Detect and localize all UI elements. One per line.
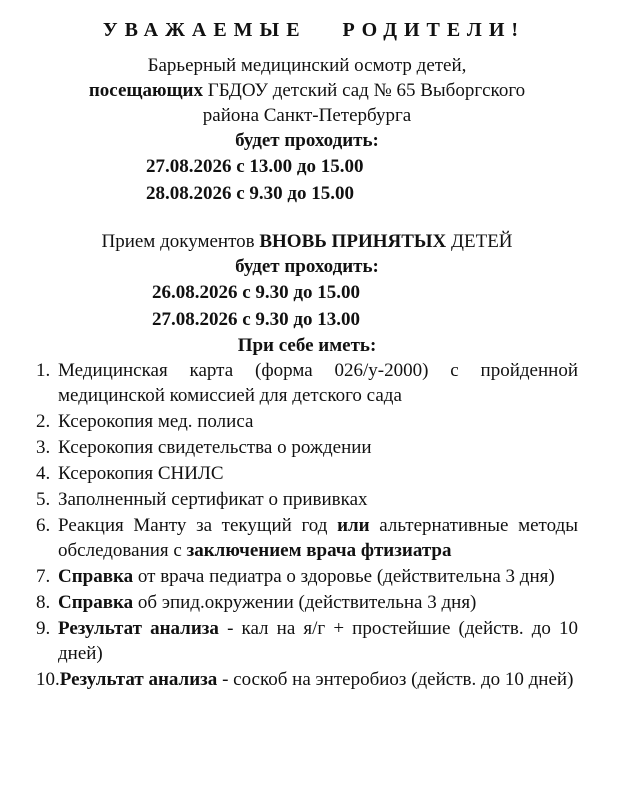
docs-date-1: 26.08.2026 с 9.30 до 15.00 (152, 282, 361, 303)
documents-list (36, 358, 578, 692)
list-item: 2. Ксерокопия мед. полиса (36, 411, 254, 432)
bring-heading: При себе иметь: (237, 335, 377, 356)
docs-will-be: будет проходить: (235, 256, 379, 277)
exam-date-2: 28.08.2026 с 9.30 до 15.00 (146, 183, 355, 204)
list-item: 9. Результат анализа - кал на я/г + простейшие (действ. до 10 дней) (36, 618, 578, 664)
list-item: 4. Ксерокопия СНИЛС (36, 463, 224, 484)
list-item: 8. Справка об эпид.окружении (действительна 3 дня) (36, 592, 477, 613)
exam-line-2-rest: ГБДОУ детский сад № 65 Выборгского (202, 80, 526, 101)
exam-date-1: 27.08.2026 с 13.00 до 15.00 (146, 156, 364, 177)
exam-line-2 (36, 78, 578, 103)
exam-line-1: Барьерный медицинский осмотр детей, (147, 55, 467, 76)
docs-line (36, 229, 578, 254)
exam-line-3: района Санкт-Петербурга (202, 105, 412, 126)
list-item: 5. Заполненный сертификат о прививках (36, 489, 368, 510)
list-item: 7. Справка от врача педиатра о здоровье (действительна 3 дня) (36, 566, 555, 587)
exam-dates (36, 153, 578, 207)
docs-date-2: 27.08.2026 с 9.30 до 13.00 (152, 309, 361, 330)
exam-will-be: будет проходить: (235, 130, 379, 151)
docs-line-pre: Прием документов (101, 231, 260, 252)
list-item: 3. Ксерокопия свидетельства о рождении (36, 437, 372, 458)
list-item: 10.Результат анализа - соскоб на энтеробиоз (действ. до 10 дней) (36, 669, 574, 690)
docs-line-post: ДЕТЕЙ (446, 231, 513, 252)
docs-line-bold: ВНОВЬ ПРИНЯТЫХ (259, 231, 447, 252)
docs-dates (36, 279, 578, 333)
list-item: 1. Медицинская карта (форма 026/у-2000) с пройденной медицинской комиссией для детского сада (36, 360, 578, 406)
exam-line-2-bold: посещающих (88, 80, 203, 101)
page-title: УВАЖАЕМЫЕ РОДИТЕЛИ! (102, 19, 526, 41)
list-item: 6. Реакция Манту за текущий год или альтернативные методы обследования с заключением врача фтизиатра (36, 515, 578, 561)
